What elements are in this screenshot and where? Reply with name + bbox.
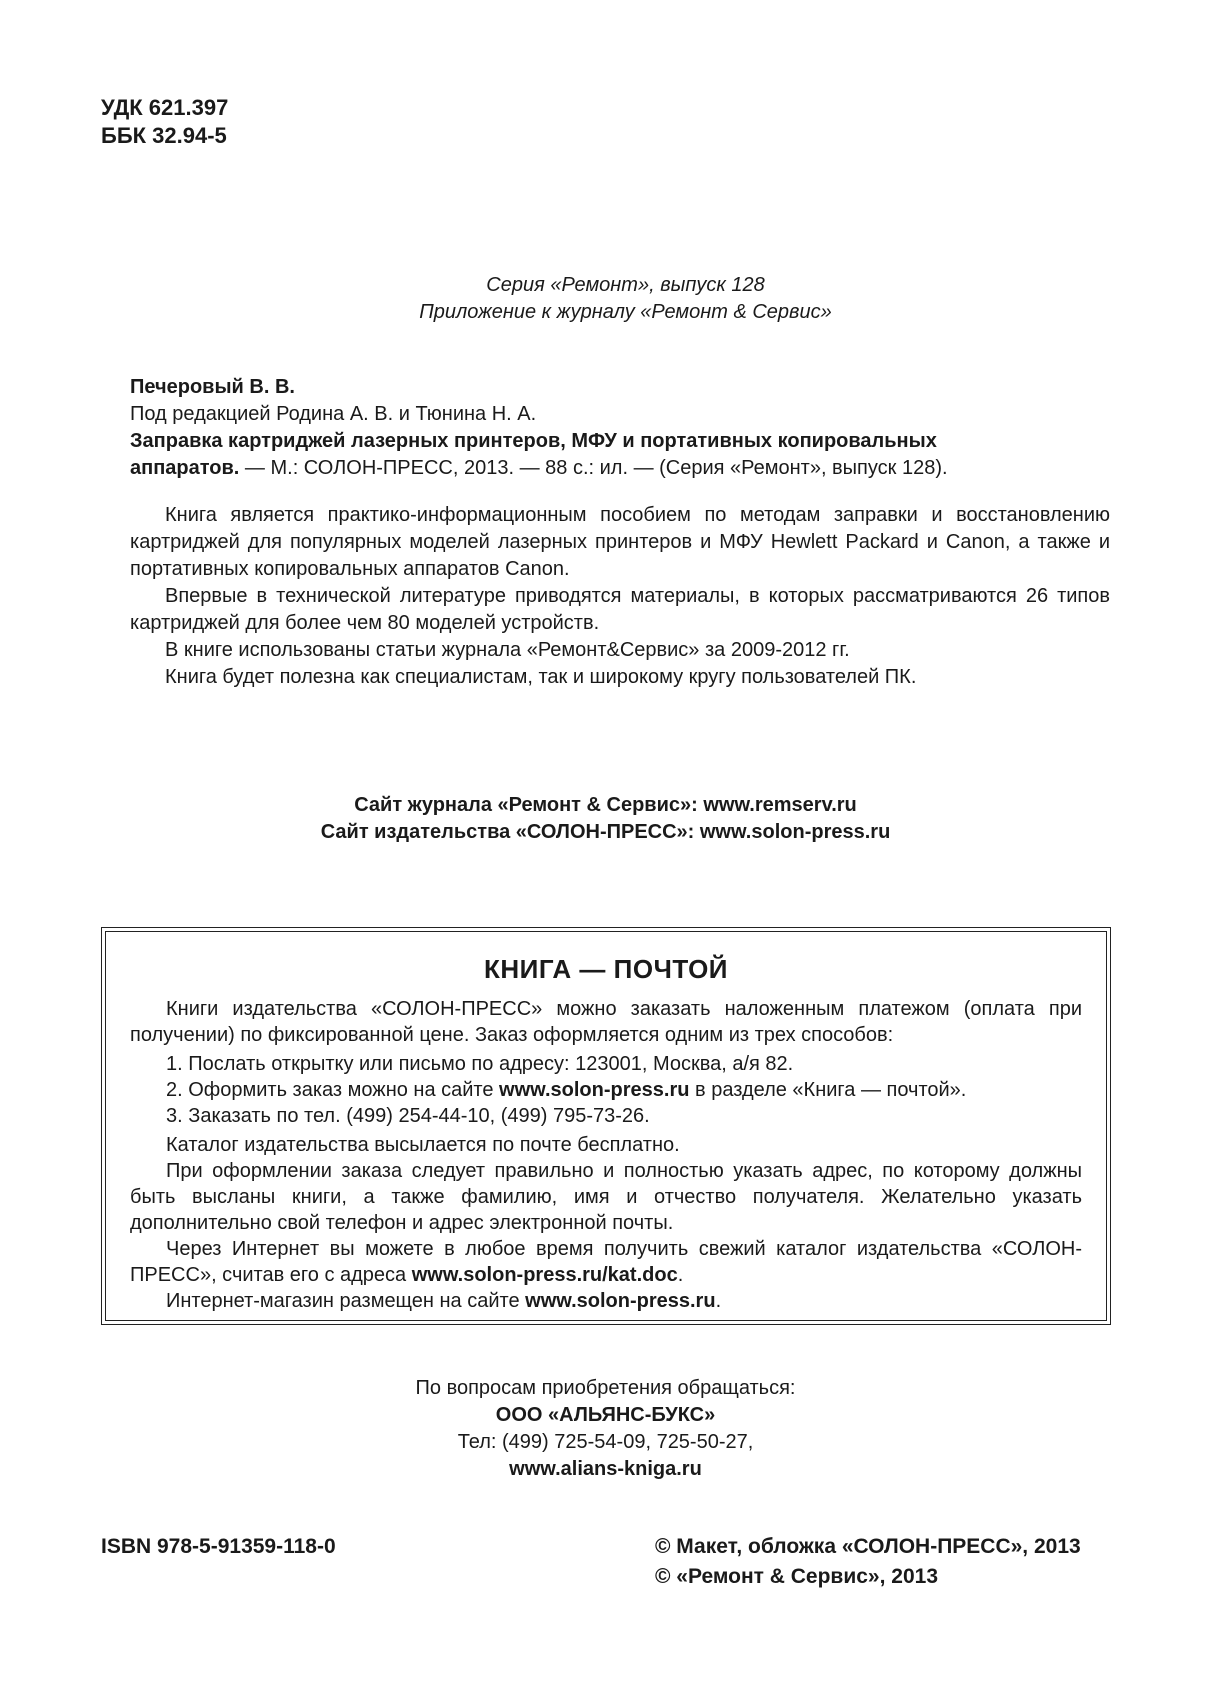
isbn: ISBN 978-5-91359-118-0 bbox=[101, 1535, 336, 1558]
distributor-phone: Тел: (499) 725-54-09, 725-50-27, bbox=[457, 1431, 754, 1453]
abstract bbox=[130, 502, 1110, 691]
udk-code: УДК 621.397 bbox=[101, 95, 229, 120]
solon-press-link: www.solon-press.ru bbox=[499, 1079, 690, 1101]
mail-order-intro: Книги издательства «СОЛОН-ПРЕСС» можно заказать наложенным платежом (оплата при получении) по фиксированной цене. Заказ оформляется одним из трех способов: bbox=[130, 998, 1082, 1046]
distributor-name: ООО «АЛЬЯНС-БУКС» bbox=[495, 1404, 716, 1426]
book-title-line1: Заправка картриджей лазерных принтеров, МФУ и портативных копировальных bbox=[130, 430, 937, 452]
bbk-code: ББК 32.94-5 bbox=[101, 123, 227, 148]
copyright-block bbox=[655, 1532, 1081, 1592]
internet-catalog-note bbox=[130, 1236, 1082, 1288]
copyright-layout: © Макет, обложка «СОЛОН-ПРЕСС», 2013 bbox=[655, 1535, 1081, 1558]
order-way-3: 3. Заказать по тел. (499) 254-44-10, (499) 795-73-26. bbox=[166, 1105, 650, 1127]
internet-catalog-suffix: . bbox=[677, 1264, 684, 1286]
contact-intro: По вопросам приобретения обращаться: bbox=[415, 1377, 796, 1399]
catalog-note: Каталог издательства высылается по почте бесплатно. bbox=[166, 1134, 680, 1156]
journal-supplement-line: Приложение к журналу «Ремонт & Сервис» bbox=[419, 301, 832, 323]
websites-block bbox=[0, 792, 1211, 846]
series-line: Серия «Ремонт», выпуск 128 bbox=[486, 274, 765, 296]
order-way-1: 1. Послать открытку или письмо по адресу: 123001, Москва, а/я 82. bbox=[166, 1053, 794, 1075]
order-way-2-text: 2. Оформить заказ можно на сайте bbox=[166, 1079, 500, 1101]
mail-order-title: КНИГА — ПОЧТОЙ bbox=[484, 954, 728, 984]
bibliographic-record bbox=[130, 374, 1100, 482]
online-shop-text: Интернет-магазин размещен на сайте bbox=[166, 1290, 526, 1312]
mail-order-body bbox=[130, 996, 1082, 1314]
series-block bbox=[0, 272, 1211, 326]
publisher-site: Сайт издательства «СОЛОН-ПРЕСС»: www.solon-press.ru bbox=[320, 821, 891, 843]
shop-link: www.solon-press.ru bbox=[525, 1290, 716, 1312]
abstract-paragraph: В книге использованы статьи журнала «Ремонт&Сервис» за 2009-2012 гг. bbox=[165, 639, 850, 661]
abstract-paragraph: Книга будет полезна как специалистам, так и широкому кругу пользователей ПК. bbox=[165, 666, 917, 688]
classification-block bbox=[101, 94, 228, 150]
book-title-line2 bbox=[130, 455, 1100, 482]
order-way-2-suffix: в разделе «Книга — почтой». bbox=[689, 1079, 967, 1101]
author: Печеровый В. В. bbox=[130, 376, 295, 398]
online-shop-note bbox=[130, 1288, 1082, 1314]
editors: Под редакцией Родина А. В. и Тюнина Н. А. bbox=[130, 403, 537, 425]
address-note: При оформлении заказа следует правильно и полностью указать адрес, по которому должны быть высланы книги, а также фамилию, имя и отчество получателя. Желательно указать дополнительно свой телефон и адрес электронной почты. bbox=[130, 1160, 1082, 1234]
abstract-paragraph: Впервые в технической литературе приводятся материалы, в которых рассматриваются 26 типов картриджей для более чем 80 моделей устройств. bbox=[130, 585, 1110, 634]
abstract-paragraph: Книга является практико-информационным пособием по методам заправки и восстановлению картриджей для популярных моделей лазерных принтеров и МФУ Hewlett Packard и Canon, а также и портативных копировальных аппаратов Canon. bbox=[130, 504, 1110, 580]
order-way-2 bbox=[130, 1077, 1082, 1103]
online-shop-suffix: . bbox=[715, 1290, 722, 1312]
distributor-site: www.alians-kniga.ru bbox=[509, 1458, 702, 1480]
mail-order-box bbox=[101, 927, 1111, 1325]
copyright-journal: © «Ремонт & Сервис», 2013 bbox=[655, 1565, 938, 1588]
internet-catalog-text: Через Интернет вы можете в любое время получить свежий каталог издательства «СОЛОН-ПРЕСС», считав его с адреса bbox=[130, 1238, 1082, 1286]
imprint: — М.: СОЛОН-ПРЕСС, 2013. — 88 с.: ил. — (Серия «Ремонт», выпуск 128). bbox=[239, 457, 948, 479]
journal-site: Сайт журнала «Ремонт & Сервис»: www.remserv.ru bbox=[354, 794, 857, 816]
purchase-contact bbox=[0, 1375, 1211, 1483]
book-title-end: аппаратов. bbox=[130, 457, 240, 479]
catalog-link: www.solon-press.ru/kat.doc bbox=[411, 1264, 678, 1286]
mail-order-inner bbox=[105, 931, 1107, 1321]
